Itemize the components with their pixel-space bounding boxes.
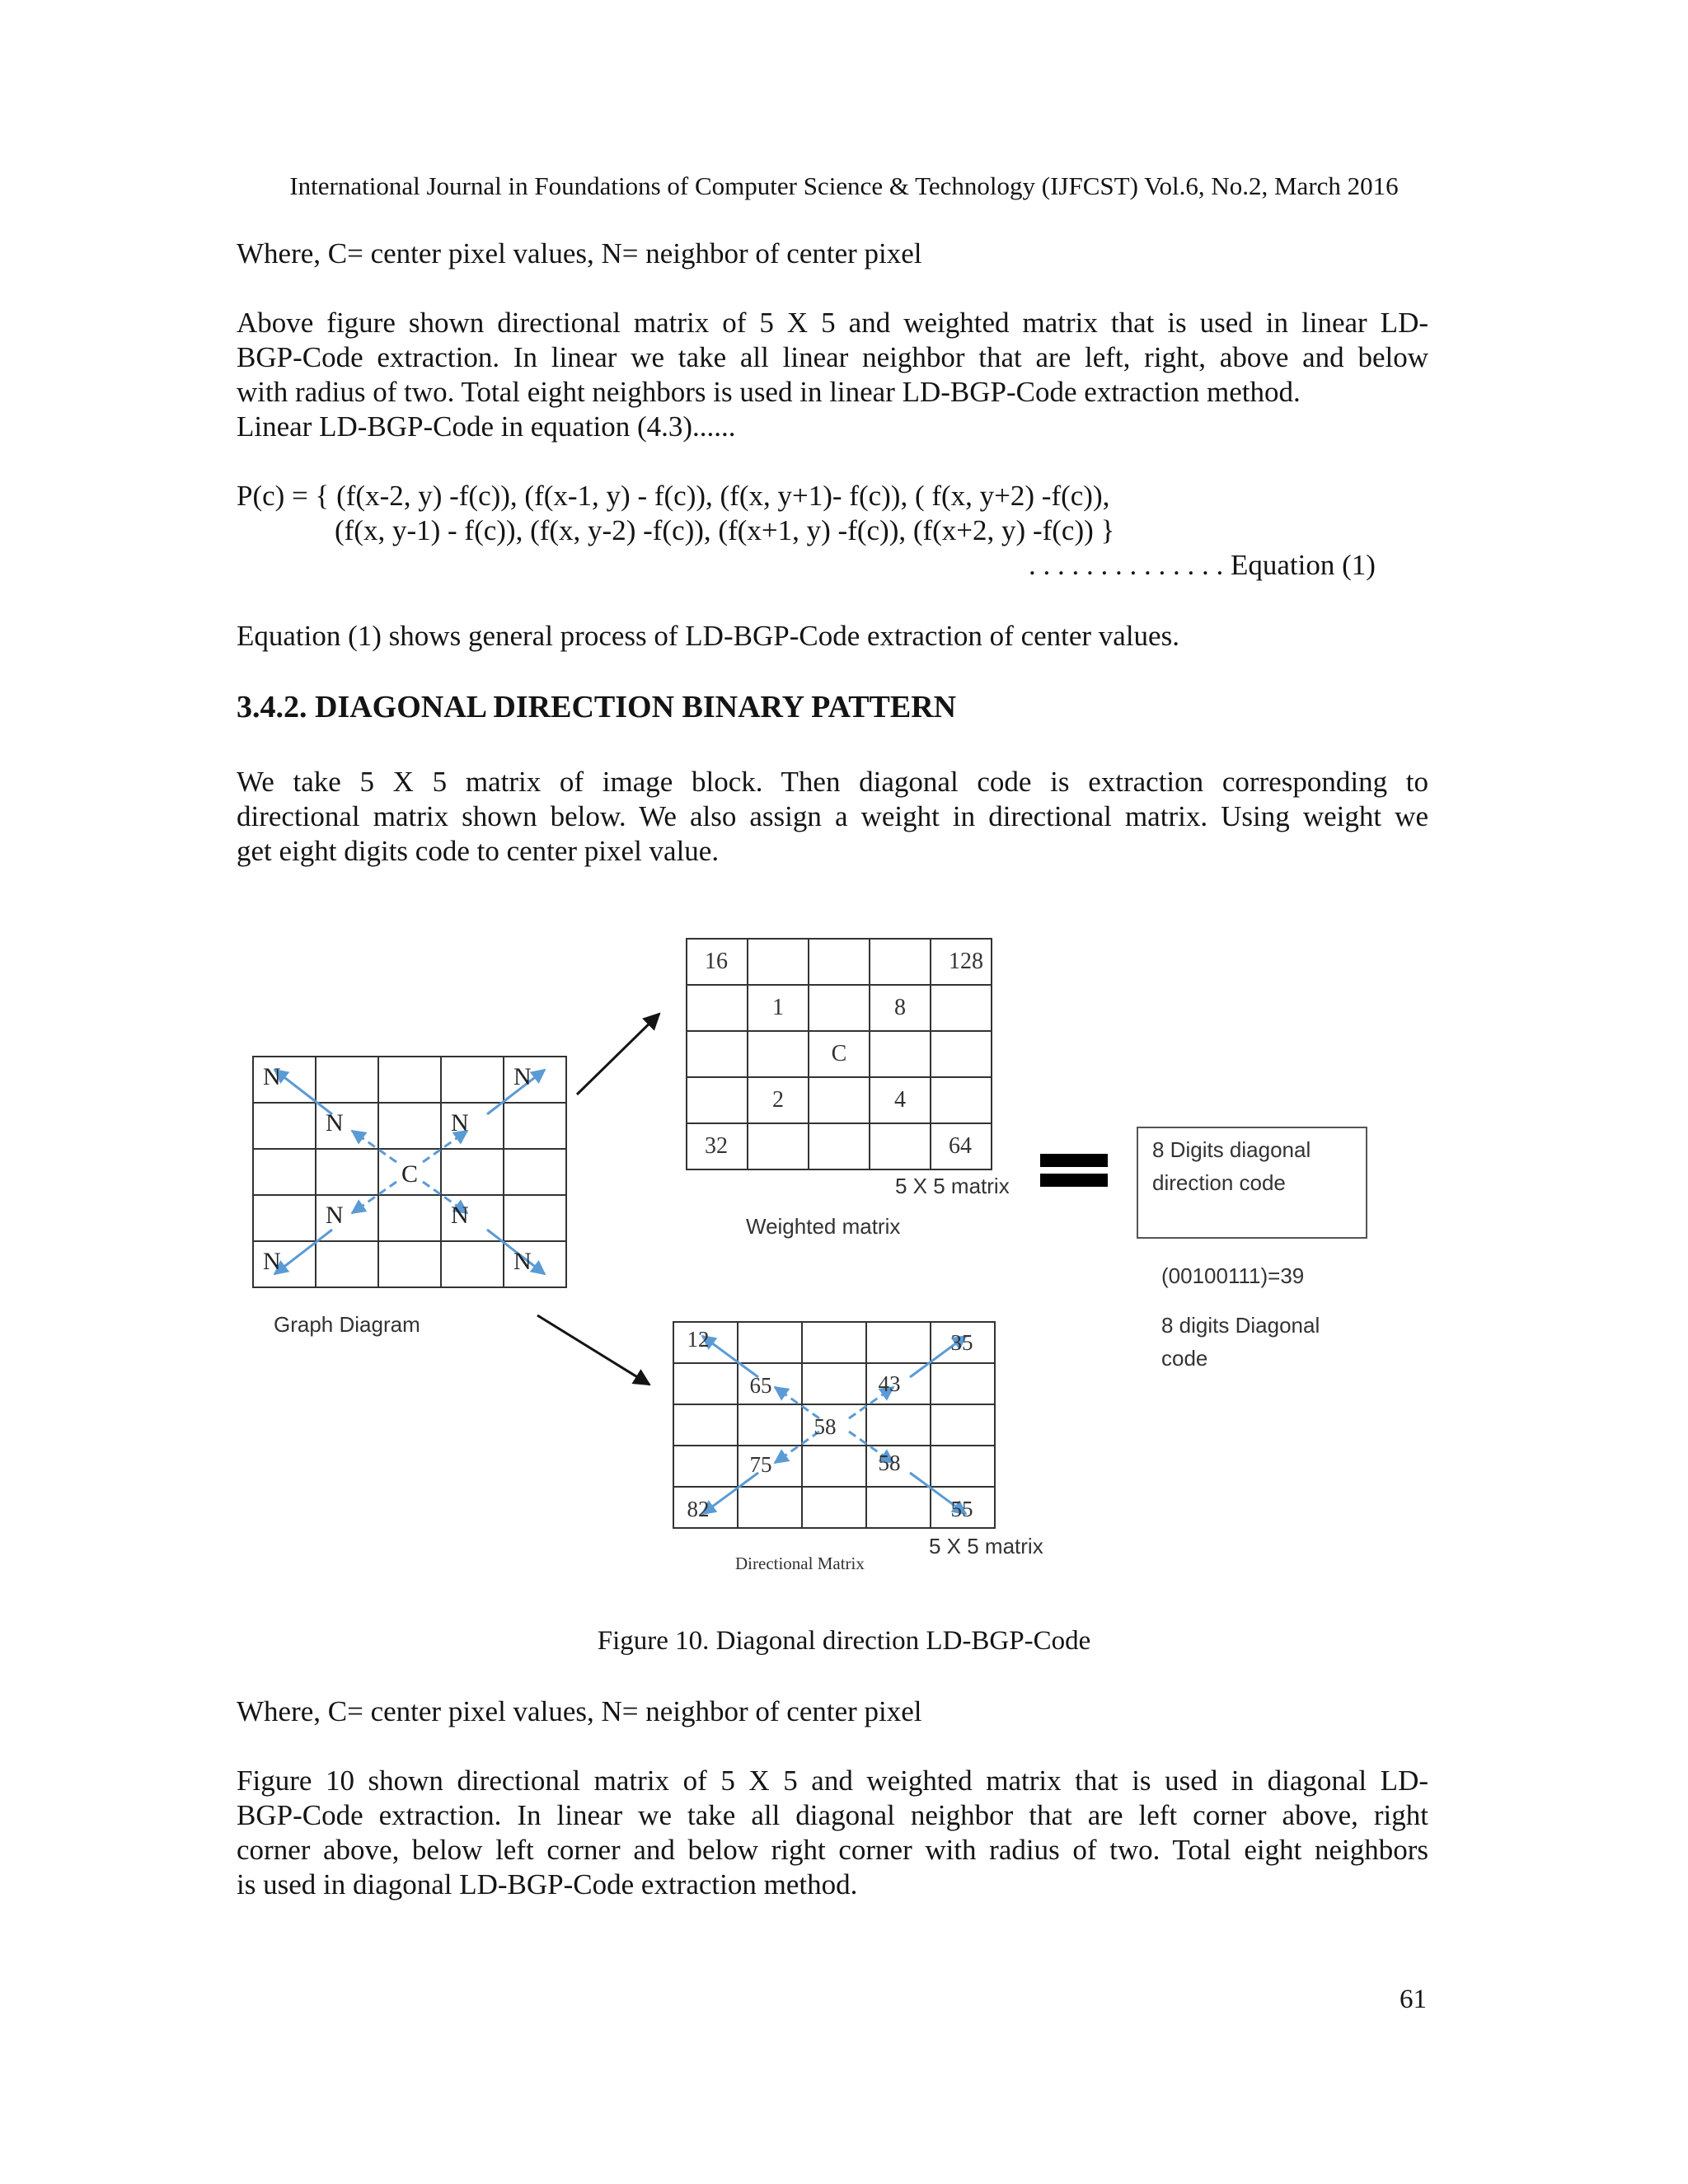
- paragraph-line: corner above, below left corner and below right corner with radius of two. Total eight neighbors: [237, 1834, 1428, 1866]
- weighted-value: 64: [949, 1133, 972, 1159]
- directional-cell: [738, 1487, 802, 1528]
- paragraph-line: Above figure shown directional matrix of 5 X 5 and weighted matrix that is used in linear LD-: [237, 307, 1428, 339]
- paragraph-line: get eight digits code to center pixel value.: [237, 835, 720, 867]
- weighted-matrix-values: [705, 949, 983, 1159]
- weighted-cell: [809, 1123, 870, 1169]
- section-heading: 3.4.2. DIAGONAL DIRECTION BINARY PATTERN: [237, 690, 957, 724]
- graph-cell: [378, 1057, 441, 1103]
- directional-value: 35: [950, 1330, 973, 1355]
- graph-cell: [378, 1241, 441, 1287]
- directional-value: 75: [749, 1452, 772, 1477]
- weighted-value: 128: [949, 949, 983, 974]
- arrow-to-weighted-matrix: [577, 1014, 659, 1094]
- directional-inner-arrow: [775, 1387, 819, 1418]
- equation-line-2: (f(x, y-1) - f(c)), (f(x, y-2) -f(c)), (f(x+1, y) -f(c)), (f(x+2, y) -f(c)) }: [335, 514, 1115, 546]
- where-line-2: Where, C= center pixel values, N= neighbor of center pixel: [237, 1695, 922, 1727]
- code-box-line-2: direction code: [1152, 1170, 1286, 1195]
- graph-cell: [378, 1195, 441, 1241]
- weighted-cell: [870, 1123, 931, 1169]
- weighted-value: C: [831, 1041, 847, 1066]
- weighted-cell: [687, 1031, 748, 1077]
- graph-outer-arrow: [274, 1070, 332, 1114]
- paragraph-line: BGP-Code extraction. In linear we take all diagonal neighbor that are left corner above, right: [237, 1799, 1428, 1831]
- paragraph-line: directional matrix shown below. We also assign a weight in directional matrix. Using weight we: [237, 800, 1428, 832]
- weighted-cell: [748, 1123, 809, 1169]
- weighted-cell: [870, 939, 931, 985]
- directional-cell: [866, 1487, 931, 1528]
- graph-outer-arrow: [274, 1230, 332, 1274]
- equation-label: . . . . . . . . . . . . . . Equation (1): [1029, 549, 1376, 581]
- code-label-line-2: code: [1161, 1346, 1208, 1371]
- closing-paragraph: [237, 1764, 1428, 1902]
- graph-inner-arrow: [352, 1131, 396, 1162]
- neighbor-label: N: [263, 1063, 281, 1090]
- weighted-value: 2: [772, 1087, 784, 1113]
- graph-cell: [378, 1103, 441, 1149]
- directional-cell: [931, 1404, 995, 1446]
- weighted-cell: [687, 1077, 748, 1123]
- neighbor-label: N: [451, 1109, 469, 1137]
- weighted-value: 16: [705, 949, 728, 974]
- weighted-value: 32: [705, 1133, 728, 1159]
- directional-cell: [866, 1322, 931, 1363]
- graph-cell: [504, 1149, 566, 1195]
- graph-cell: [316, 1241, 378, 1287]
- weighted-size-label: 5 X 5 matrix: [895, 1174, 1010, 1198]
- weighted-value: 4: [894, 1087, 906, 1113]
- neighbor-label: N: [326, 1202, 344, 1229]
- directional-cell: [802, 1363, 866, 1404]
- weighted-cell: [687, 985, 748, 1031]
- weighted-matrix-label: Weighted matrix: [746, 1214, 901, 1239]
- weighted-cell: [931, 1077, 992, 1123]
- weighted-cell: [931, 985, 992, 1031]
- directional-value: 58: [878, 1451, 901, 1475]
- directional-cell: [738, 1404, 802, 1446]
- journal-header: International Journal in Foundations of Computer Science & Technology (IJFCST) Vol.6, No.2, March 2016: [289, 171, 1399, 200]
- graph-inner-arrow: [352, 1182, 396, 1213]
- paragraph-line: We take 5 X 5 matrix of image block. Then diagonal code is extraction corresponding to: [237, 766, 1428, 798]
- weighted-cell: [809, 939, 870, 985]
- directional-cell: [802, 1322, 866, 1363]
- directional-size-label: 5 X 5 matrix: [929, 1534, 1043, 1558]
- directional-value: 65: [749, 1373, 772, 1398]
- equals-bar-bottom: [1040, 1174, 1108, 1187]
- directional-outer-arrow: [702, 1336, 758, 1377]
- directional-cell: [673, 1363, 738, 1404]
- center-label: C: [401, 1160, 419, 1188]
- equation-line-1: P(c) = { (f(x-2, y) -f(c)), (f(x-1, y) - f(c)), (f(x, y+1)- f(c)), ( f(x, y+2) -f(c)),: [237, 480, 1110, 512]
- directional-cell: [738, 1322, 802, 1363]
- graph-cell: [316, 1149, 378, 1195]
- weighted-cell: [870, 1031, 931, 1077]
- directional-value: 82: [687, 1497, 710, 1521]
- directional-value: 55: [950, 1497, 973, 1521]
- equals-bar-top: [1040, 1154, 1108, 1167]
- page-number: 61: [1400, 1985, 1427, 2014]
- weighted-value: 8: [894, 995, 906, 1020]
- weighted-cell: [748, 939, 809, 985]
- directional-value: 12: [687, 1327, 710, 1352]
- graph-cell: [504, 1103, 566, 1149]
- graph-cell: [504, 1195, 566, 1241]
- paragraph-line: BGP-Code extraction. In linear we take all linear neighbor that are left, right, above and below: [237, 341, 1428, 373]
- directional-cell: [802, 1446, 866, 1487]
- graph-cell: [316, 1057, 378, 1103]
- graph-cell: [441, 1241, 504, 1287]
- code-label-line-1: 8 digits Diagonal: [1161, 1313, 1320, 1338]
- directional-cell: [866, 1404, 931, 1446]
- directional-cell: [931, 1363, 995, 1404]
- code-box-line-1: 8 Digits diagonal: [1152, 1137, 1311, 1162]
- graph-diagram-label: Graph Diagram: [274, 1312, 420, 1337]
- directional-cell: [673, 1446, 738, 1487]
- weighted-cell: [809, 1077, 870, 1123]
- neighbor-label: N: [326, 1109, 344, 1137]
- arrow-to-directional-matrix: [537, 1315, 649, 1385]
- directional-value: 58: [814, 1414, 837, 1439]
- graph-cell: [441, 1057, 504, 1103]
- directional-matrix-label: Directional Matrix: [735, 1554, 865, 1573]
- weighted-cell: [809, 985, 870, 1031]
- weighted-cell: [931, 1031, 992, 1077]
- paragraph-line: with radius of two. Total eight neighbors is used in linear LD-BGP-Code extraction method.: [237, 376, 1301, 408]
- graph-diagram-labels: [263, 1063, 532, 1275]
- directional-value: 43: [878, 1371, 901, 1396]
- directional-inner-arrow: [775, 1432, 819, 1463]
- graph-cell: [253, 1149, 316, 1195]
- graph-cell: [253, 1103, 316, 1149]
- equation-note: Equation (1) shows general process of LD-BGP-Code extraction of center values.: [237, 620, 1179, 652]
- weighted-cell: [748, 1031, 809, 1077]
- where-line-1: Where, C= center pixel values, N= neighbor of center pixel: [237, 237, 922, 269]
- neighbor-label: N: [451, 1202, 469, 1229]
- graph-cell: [253, 1195, 316, 1241]
- directional-outer-arrow: [702, 1473, 758, 1514]
- directional-cell: [802, 1487, 866, 1528]
- graph-cell: [441, 1149, 504, 1195]
- paragraph-line: Linear LD-BGP-Code in equation (4.3)......: [237, 410, 736, 443]
- paragraph-line: is used in diagonal LD-BGP-Code extraction method.: [237, 1868, 858, 1900]
- directional-cell: [673, 1404, 738, 1446]
- neighbor-label: N: [263, 1248, 281, 1275]
- neighbor-label: N: [513, 1248, 532, 1275]
- weighted-value: 1: [772, 995, 784, 1020]
- neighbor-label: N: [513, 1063, 532, 1090]
- directional-cell: [931, 1446, 995, 1487]
- binary-code: (00100111)=39: [1161, 1263, 1305, 1288]
- figure-caption: Figure 10. Diagonal direction LD-BGP-Code: [597, 1626, 1091, 1656]
- paragraph-line: Figure 10 shown directional matrix of 5 X 5 and weighted matrix that is used in diagonal LD-: [237, 1765, 1428, 1797]
